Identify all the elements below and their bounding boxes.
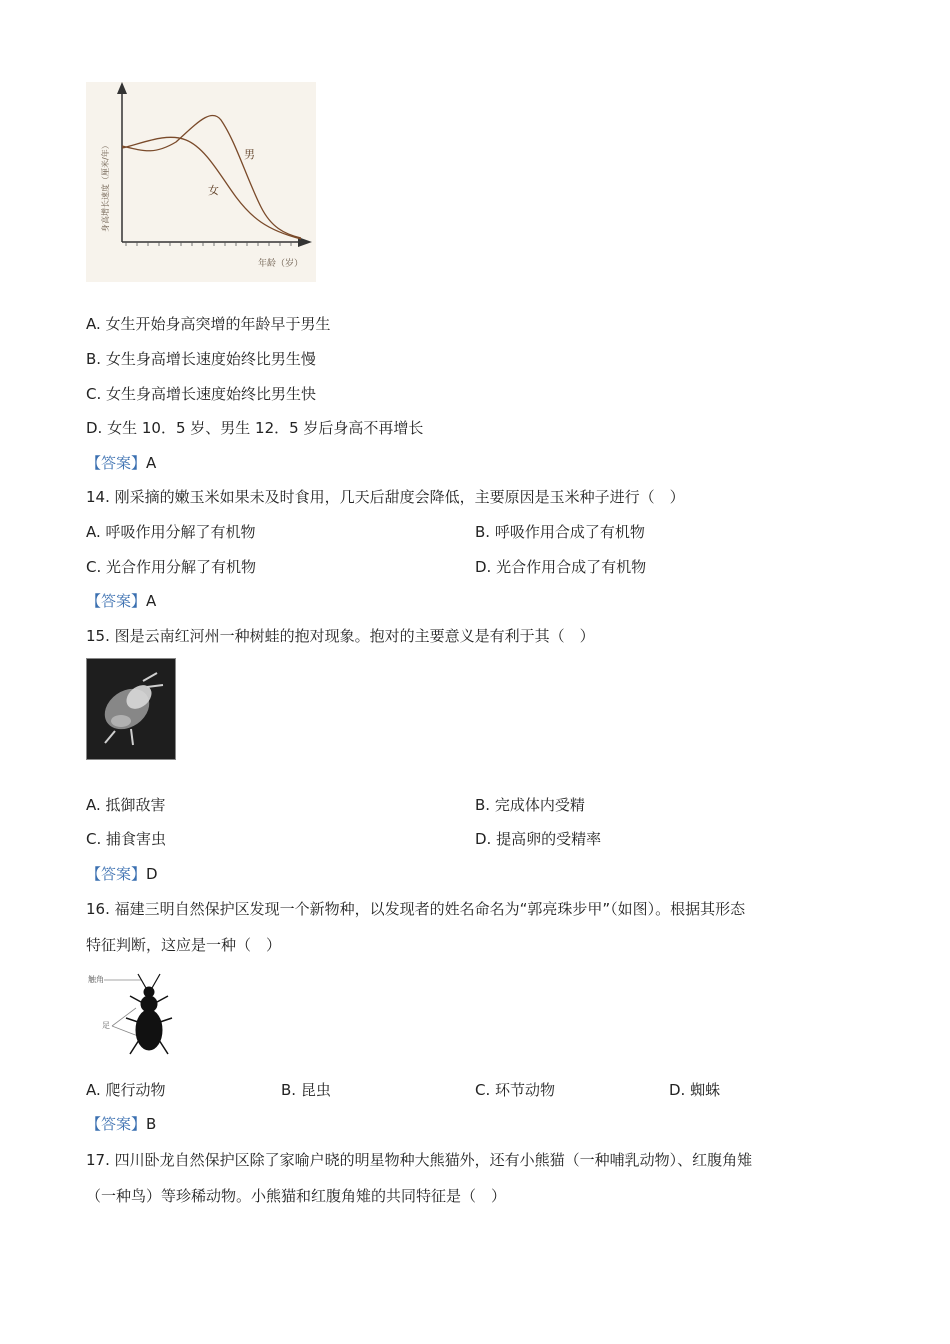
- beetle-figure: [86, 970, 186, 1062]
- q15-option-d: D. 提高卵的受精率: [475, 830, 602, 848]
- q15-option-a: A. 抵御敌害: [86, 796, 166, 814]
- q14-option-d: D. 光合作用合成了有机物: [475, 558, 647, 576]
- q13-answer: [86, 453, 156, 473]
- x-axis-label: 年龄（岁）: [258, 259, 304, 269]
- answer-tag: 【答案】: [86, 592, 147, 610]
- growth-chart-figure: [86, 82, 316, 282]
- q16-option-a: A. 爬行动物: [86, 1081, 166, 1099]
- growth-chart-svg: [86, 82, 316, 282]
- series-label-female: 女: [208, 184, 219, 197]
- q13-option-d: D. 女生 10．5 岁、男生 12．5 岁后身高不再增长: [86, 419, 424, 437]
- q17-stem-line1: 17. 四川卧龙自然保护区除了家喻户晓的明星物种大熊猫外，还有小熊猫（一种哺乳动物）、红腹角雉: [86, 1151, 753, 1169]
- label-antenna: 触角: [88, 975, 104, 984]
- answer-tag: 【答案】: [86, 1115, 147, 1133]
- q15-option-c: C. 捕食害虫: [86, 830, 167, 848]
- y-axis-arrow: [117, 82, 127, 94]
- q16-option-b: B. 昆虫: [281, 1081, 331, 1099]
- answer-value: A: [146, 592, 157, 610]
- answer-tag: 【答案】: [86, 454, 147, 472]
- q16-option-d: D. 蜘蛛: [669, 1081, 721, 1099]
- q15-stem: 15. 图是云南红河州一种树蛙的抱对现象。抱对的主要意义是有利于其（ ）: [86, 627, 595, 645]
- answer-value: A: [146, 454, 157, 472]
- q16-answer: [86, 1114, 156, 1134]
- q16-stem-line2: 特征判断，这应是一种（ ）: [86, 936, 282, 954]
- q13-option-c: C. 女生身高增长速度始终比男生快: [86, 385, 317, 403]
- q17-stem-line2: （一种鸟）等珍稀动物。小熊猫和红腹角雉的共同特征是（ ）: [86, 1187, 507, 1205]
- q13-option-b: B. 女生身高增长速度始终比男生慢: [86, 350, 316, 368]
- tree-frog-photo: [86, 658, 176, 760]
- q16-option-c: C. 环节动物: [475, 1081, 556, 1099]
- frog-image: [87, 659, 175, 759]
- male-curve: [122, 115, 301, 238]
- q14-option-c: C. 光合作用分解了有机物: [86, 558, 257, 576]
- answer-tag: 【答案】: [86, 865, 147, 883]
- beetle-image: [86, 970, 186, 1062]
- q14-answer: [86, 591, 156, 611]
- q14-stem: 14. 刚采摘的嫩玉米如果未及时食用，几天后甜度会降低，主要原因是玉米种子进行（ ）: [86, 488, 685, 506]
- answer-value: B: [146, 1115, 157, 1133]
- q14-option-b: B. 呼吸作用合成了有机物: [475, 523, 645, 541]
- q16-stem-line1: 16. 福建三明自然保护区发现一个新物种，以发现者的姓名命名为“郭亮珠步甲”（如图）。根据其形态: [86, 900, 746, 918]
- series-label-male: 男: [244, 148, 255, 161]
- answer-value: D: [146, 865, 158, 883]
- q15-option-b: B. 完成体内受精: [475, 796, 585, 814]
- label-leg: 足: [102, 1021, 110, 1030]
- q14-option-a: A. 呼吸作用分解了有机物: [86, 523, 256, 541]
- y-axis-label: 身高增长速度（厘米/年）: [101, 141, 110, 232]
- q13-option-a: A. 女生开始身高突增的年龄早于男生: [86, 315, 331, 333]
- q15-answer: [86, 864, 158, 884]
